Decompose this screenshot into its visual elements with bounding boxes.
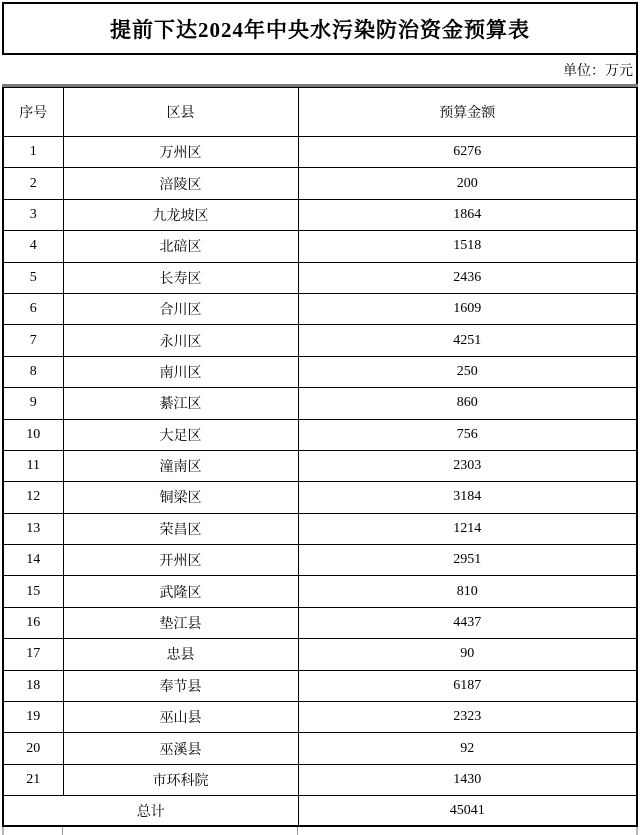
column-header-no: 序号: [3, 88, 63, 137]
table-row: [3, 607, 637, 638]
district-cell: 万州区: [63, 137, 298, 168]
amount-cell: 756: [298, 419, 637, 450]
table-row: [3, 764, 637, 795]
amount-cell: 4437: [298, 607, 637, 638]
table-row: [3, 199, 637, 230]
row-index-cell: 19: [3, 702, 63, 733]
amount-cell: 90: [298, 639, 637, 670]
district-cell: 永川区: [63, 325, 298, 356]
table-row: [3, 231, 637, 262]
row-index-cell: 9: [3, 388, 63, 419]
row-index-cell: 3: [3, 199, 63, 230]
amount-cell: 1518: [298, 231, 637, 262]
row-index-cell: 5: [3, 262, 63, 293]
amount-cell: 1609: [298, 293, 637, 324]
row-index-cell: 4: [3, 231, 63, 262]
amount-cell: 2436: [298, 262, 637, 293]
cutoff-cell: [63, 827, 298, 835]
row-index-cell: 18: [3, 670, 63, 701]
table-header-row: [3, 88, 637, 137]
amount-cell: 92: [298, 733, 637, 764]
amount-cell: 2323: [298, 702, 637, 733]
district-cell: 大足区: [63, 419, 298, 450]
table-row: [3, 545, 637, 576]
total-amount-cell: 45041: [298, 796, 637, 827]
amount-cell: 200: [298, 168, 637, 199]
row-index-cell: 20: [3, 733, 63, 764]
row-index-cell: 2: [3, 168, 63, 199]
table-row: [3, 168, 637, 199]
table-row: [3, 262, 637, 293]
district-cell: 合川区: [63, 293, 298, 324]
row-index-cell: 12: [3, 482, 63, 513]
row-index-cell: 6: [3, 293, 63, 324]
total-label-cell: 总计: [3, 796, 298, 827]
cutoff-cell: [298, 827, 638, 835]
amount-cell: 2951: [298, 545, 637, 576]
table-row: [3, 702, 637, 733]
cutoff-row: [2, 827, 638, 835]
cutoff-cell: [2, 827, 63, 835]
table-row: [3, 356, 637, 387]
budget-table: [2, 87, 638, 827]
amount-cell: 4251: [298, 325, 637, 356]
district-cell: 北碚区: [63, 231, 298, 262]
district-cell: 奉节县: [63, 670, 298, 701]
table-row: [3, 733, 637, 764]
district-cell: 涪陵区: [63, 168, 298, 199]
amount-cell: 6187: [298, 670, 637, 701]
table-row: [3, 419, 637, 450]
district-cell: 垫江县: [63, 607, 298, 638]
row-index-cell: 11: [3, 450, 63, 481]
row-index-cell: 1: [3, 137, 63, 168]
district-cell: 荣昌区: [63, 513, 298, 544]
amount-cell: 3184: [298, 482, 637, 513]
district-cell: 巫溪县: [63, 733, 298, 764]
row-index-cell: 21: [3, 764, 63, 795]
column-header-amount: 预算金额: [298, 88, 637, 137]
page-title: 提前下达2024年中央水污染防治资金预算表: [110, 17, 530, 42]
amount-cell: 810: [298, 576, 637, 607]
column-header-district: 区县: [63, 88, 298, 137]
row-index-cell: 17: [3, 639, 63, 670]
table-row: [3, 293, 637, 324]
amount-cell: 1430: [298, 764, 637, 795]
district-cell: 开州区: [63, 545, 298, 576]
table-row: [3, 513, 637, 544]
title-box: [2, 2, 638, 55]
table-row: [3, 670, 637, 701]
district-cell: 市环科院: [63, 764, 298, 795]
table-row: [3, 388, 637, 419]
amount-cell: 1864: [298, 199, 637, 230]
table-row: [3, 576, 637, 607]
total-row: [3, 796, 637, 827]
table-row: [3, 325, 637, 356]
table-row: [3, 639, 637, 670]
row-index-cell: 8: [3, 356, 63, 387]
unit-label: 单位：万元: [563, 63, 633, 79]
district-cell: 潼南区: [63, 450, 298, 481]
district-cell: 綦江区: [63, 388, 298, 419]
table-row: [3, 482, 637, 513]
district-cell: 南川区: [63, 356, 298, 387]
table-row: [3, 137, 637, 168]
unit-row: [2, 55, 638, 84]
amount-cell: 250: [298, 356, 637, 387]
row-index-cell: 14: [3, 545, 63, 576]
amount-cell: 1214: [298, 513, 637, 544]
district-cell: 巫山县: [63, 702, 298, 733]
row-index-cell: 13: [3, 513, 63, 544]
row-index-cell: 10: [3, 419, 63, 450]
district-cell: 忠县: [63, 639, 298, 670]
district-cell: 武隆区: [63, 576, 298, 607]
amount-cell: 860: [298, 388, 637, 419]
district-cell: 九龙坡区: [63, 199, 298, 230]
table-row: [3, 450, 637, 481]
district-cell: 铜梁区: [63, 482, 298, 513]
row-index-cell: 7: [3, 325, 63, 356]
district-cell: 长寿区: [63, 262, 298, 293]
amount-cell: 2303: [298, 450, 637, 481]
row-index-cell: 16: [3, 607, 63, 638]
table-body: [3, 137, 637, 796]
amount-cell: 6276: [298, 137, 637, 168]
row-index-cell: 15: [3, 576, 63, 607]
